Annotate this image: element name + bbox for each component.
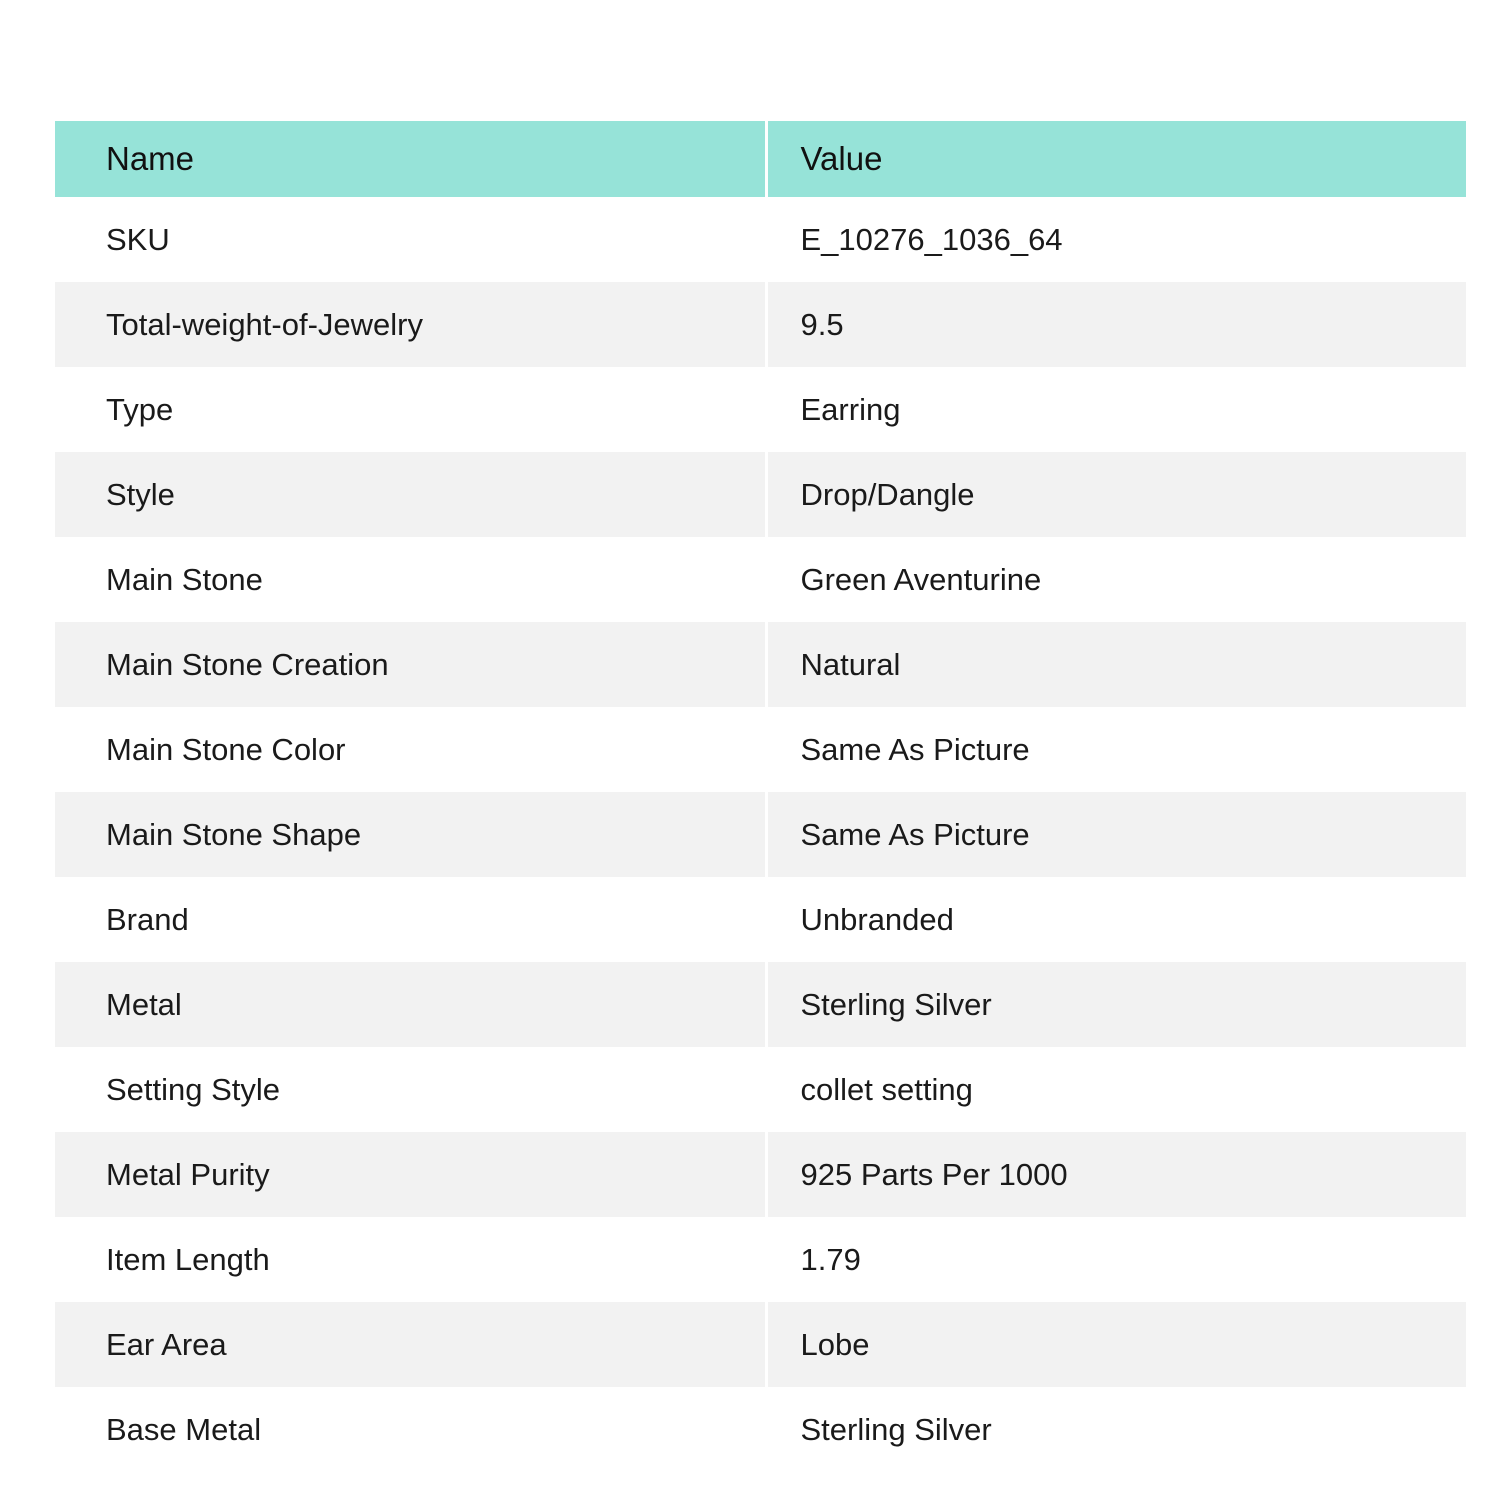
row-value: 1.79 [766, 1217, 1466, 1302]
specification-table [55, 121, 1466, 1472]
row-value: 9.5 [766, 282, 1466, 367]
table-row [55, 1132, 1466, 1217]
row-name: Base Metal [55, 1387, 766, 1472]
row-value: Natural [766, 622, 1466, 707]
table-row [55, 1217, 1466, 1302]
table-row [55, 1302, 1466, 1387]
row-value: Sterling Silver [766, 1387, 1466, 1472]
table-row [55, 1387, 1466, 1472]
row-name: Main Stone [55, 537, 766, 622]
table-row [55, 962, 1466, 1047]
table-row [55, 452, 1466, 537]
row-name: Brand [55, 877, 766, 962]
row-value: 925 Parts Per 1000 [766, 1132, 1466, 1217]
row-value: Same As Picture [766, 707, 1466, 792]
table-header-row [55, 121, 1466, 197]
row-value: Green Aventurine [766, 537, 1466, 622]
row-name: Metal Purity [55, 1132, 766, 1217]
row-name: Item Length [55, 1217, 766, 1302]
row-value: Drop/Dangle [766, 452, 1466, 537]
row-value: Unbranded [766, 877, 1466, 962]
table-row [55, 792, 1466, 877]
row-value: Lobe [766, 1302, 1466, 1387]
row-name: Main Stone Color [55, 707, 766, 792]
header-name: Name [55, 121, 766, 197]
row-name: Metal [55, 962, 766, 1047]
row-name: Ear Area [55, 1302, 766, 1387]
table-row [55, 707, 1466, 792]
table-row [55, 622, 1466, 707]
row-name: SKU [55, 197, 766, 282]
row-value: collet setting [766, 1047, 1466, 1132]
table-row [55, 367, 1466, 452]
row-value: Same As Picture [766, 792, 1466, 877]
row-name: Type [55, 367, 766, 452]
row-name: Main Stone Shape [55, 792, 766, 877]
row-name: Total-weight-of-Jewelry [55, 282, 766, 367]
row-value: Earring [766, 367, 1466, 452]
row-name: Main Stone Creation [55, 622, 766, 707]
table-row [55, 537, 1466, 622]
table-row [55, 197, 1466, 282]
table-row [55, 877, 1466, 962]
table-row [55, 282, 1466, 367]
row-name: Style [55, 452, 766, 537]
table-row [55, 1047, 1466, 1132]
row-value: E_10276_1036_64 [766, 197, 1466, 282]
row-value: Sterling Silver [766, 962, 1466, 1047]
row-name: Setting Style [55, 1047, 766, 1132]
header-value: Value [766, 121, 1466, 197]
